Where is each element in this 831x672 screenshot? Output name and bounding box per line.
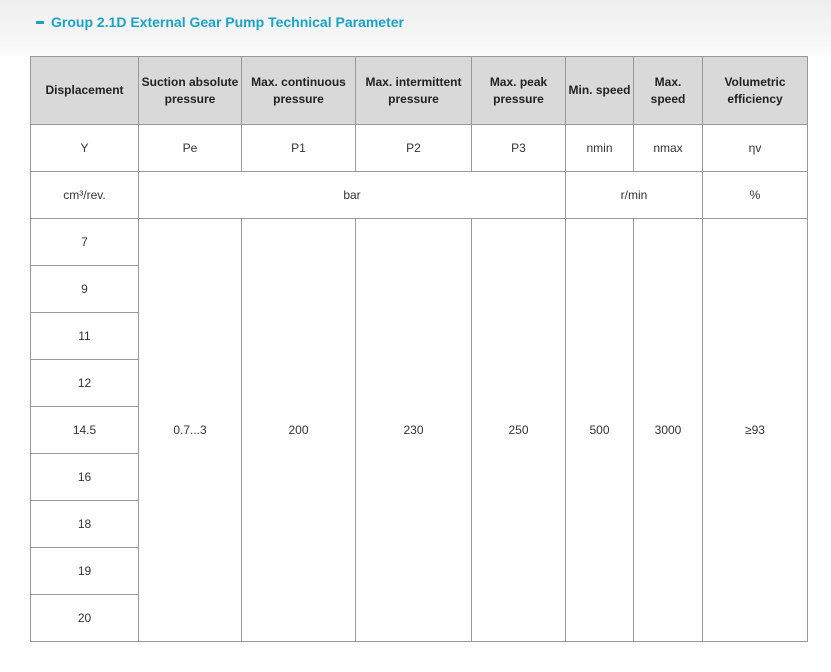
efficiency-value: ≥93 [703,219,808,642]
symbol-cell: P2 [356,125,472,172]
displacement-cell: 19 [31,548,139,595]
displacement-cell: 14.5 [31,407,139,454]
col-header-max-speed: Max. speed [634,57,703,125]
displacement-cell: 12 [31,360,139,407]
symbol-cell: P1 [242,125,356,172]
unit-displacement: cm³/rev. [31,172,139,219]
table-row [31,219,808,266]
technical-parameter-table [30,56,808,642]
col-header-peak: Max. peak pressure [472,57,566,125]
unit-row [31,172,808,219]
symbol-cell: Y [31,125,139,172]
symbol-cell: P3 [472,125,566,172]
symbol-cell: nmin [566,125,634,172]
table-header-row [31,57,808,125]
symbol-cell: nmax [634,125,703,172]
max-speed-value: 3000 [634,219,703,642]
displacement-cell: 20 [31,595,139,642]
displacement-cell: 18 [31,501,139,548]
col-header-displacement: Displacement [31,57,139,125]
section-heading [36,14,404,30]
displacement-cell: 9 [31,266,139,313]
peak-value: 250 [472,219,566,642]
heading-bullet-icon [36,21,44,24]
unit-speed: r/min [566,172,703,219]
displacement-cell: 11 [31,313,139,360]
min-speed-value: 500 [566,219,634,642]
heading-title: Group 2.1D External Gear Pump Technical Parameter [51,14,404,30]
col-header-efficiency: Volumetric efficiency [703,57,808,125]
unit-efficiency: % [703,172,808,219]
displacement-cell: 7 [31,219,139,266]
intermittent-value: 230 [356,219,472,642]
symbol-cell: Pe [139,125,242,172]
col-header-continuous: Max. continuous pressure [242,57,356,125]
continuous-value: 200 [242,219,356,642]
unit-pressure: bar [139,172,566,219]
col-header-suction: Suction absolute pressure [139,57,242,125]
suction-value: 0.7...3 [139,219,242,642]
symbol-cell: ηv [703,125,808,172]
symbol-row [31,125,808,172]
displacement-cell: 16 [31,454,139,501]
col-header-min-speed: Min. speed [566,57,634,125]
col-header-intermittent: Max. intermittent pressure [356,57,472,125]
